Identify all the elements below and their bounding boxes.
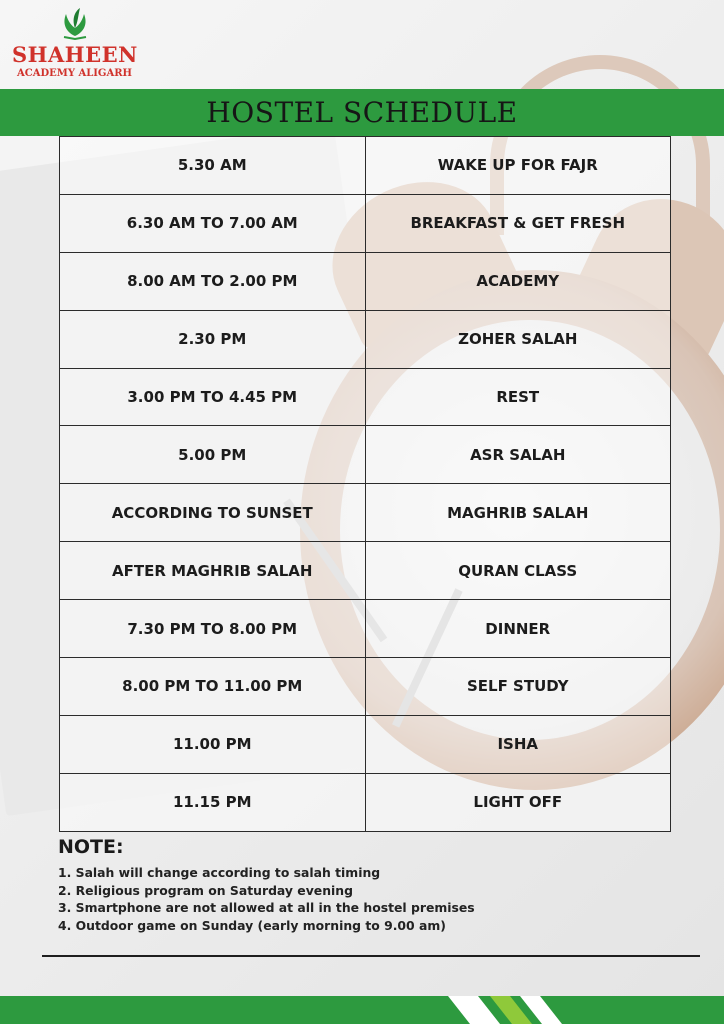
activity-cell: BREAKFAST & GET FRESH <box>365 194 671 252</box>
notes-list <box>58 864 475 934</box>
time-cell: 5.00 PM <box>60 426 366 484</box>
time-cell: 11.15 PM <box>60 773 366 831</box>
title-bar <box>0 89 724 136</box>
schedule-table <box>59 136 671 832</box>
academy-logo <box>12 4 137 86</box>
time-cell: 6.30 AM TO 7.00 AM <box>60 194 366 252</box>
divider <box>42 955 700 957</box>
notes-heading: NOTE: <box>58 836 124 858</box>
activity-cell: LIGHT OFF <box>365 773 671 831</box>
table-row <box>60 426 671 484</box>
page-title: HOSTEL SCHEDULE <box>206 96 518 129</box>
bird-book-logo-icon <box>58 6 92 40</box>
list-item: 3. Smartphone are not allowed at all in the hostel premises <box>58 900 475 915</box>
time-cell: ACCORDING TO SUNSET <box>60 484 366 542</box>
time-cell: 8.00 PM TO 11.00 PM <box>60 658 366 716</box>
activity-cell: QURAN CLASS <box>365 542 671 600</box>
time-cell: 3.00 PM TO 4.45 PM <box>60 368 366 426</box>
activity-cell: DINNER <box>365 600 671 658</box>
time-cell: 8.00 AM TO 2.00 PM <box>60 252 366 310</box>
table-row <box>60 252 671 310</box>
time-cell: 7.30 PM TO 8.00 PM <box>60 600 366 658</box>
activity-cell: REST <box>365 368 671 426</box>
table-row <box>60 484 671 542</box>
time-cell: 5.30 AM <box>60 137 366 195</box>
table-row <box>60 368 671 426</box>
activity-cell: MAGHRIB SALAH <box>365 484 671 542</box>
activity-cell: ACADEMY <box>365 252 671 310</box>
activity-cell: ZOHER SALAH <box>365 310 671 368</box>
brand-subtitle: ACADEMY ALIGARH <box>17 68 132 79</box>
activity-cell: ASR SALAH <box>365 426 671 484</box>
table-row <box>60 542 671 600</box>
list-item: 2. Religious program on Saturday evening <box>58 882 353 898</box>
list-item: 4. Outdoor game on Sunday (early morning to 9.00 am) <box>58 917 446 933</box>
time-cell: 2.30 PM <box>60 310 366 368</box>
activity-cell: WAKE UP FOR FAJR <box>365 137 671 195</box>
footer-stripe-decoration <box>0 996 724 1024</box>
table-row <box>60 658 671 716</box>
time-cell: AFTER MAGHRIB SALAH <box>60 542 366 600</box>
time-cell: 11.00 PM <box>60 715 366 773</box>
table-row <box>60 137 671 195</box>
table-row <box>60 310 671 368</box>
table-row <box>60 773 671 831</box>
list-item: 1. Salah will change according to salah timing <box>58 865 381 880</box>
activity-cell: SELF STUDY <box>365 658 671 716</box>
table-row <box>60 600 671 658</box>
table-row <box>60 715 671 773</box>
table-row <box>60 194 671 252</box>
activity-cell: ISHA <box>365 715 671 773</box>
brand-name: SHAHEEN <box>12 42 138 67</box>
